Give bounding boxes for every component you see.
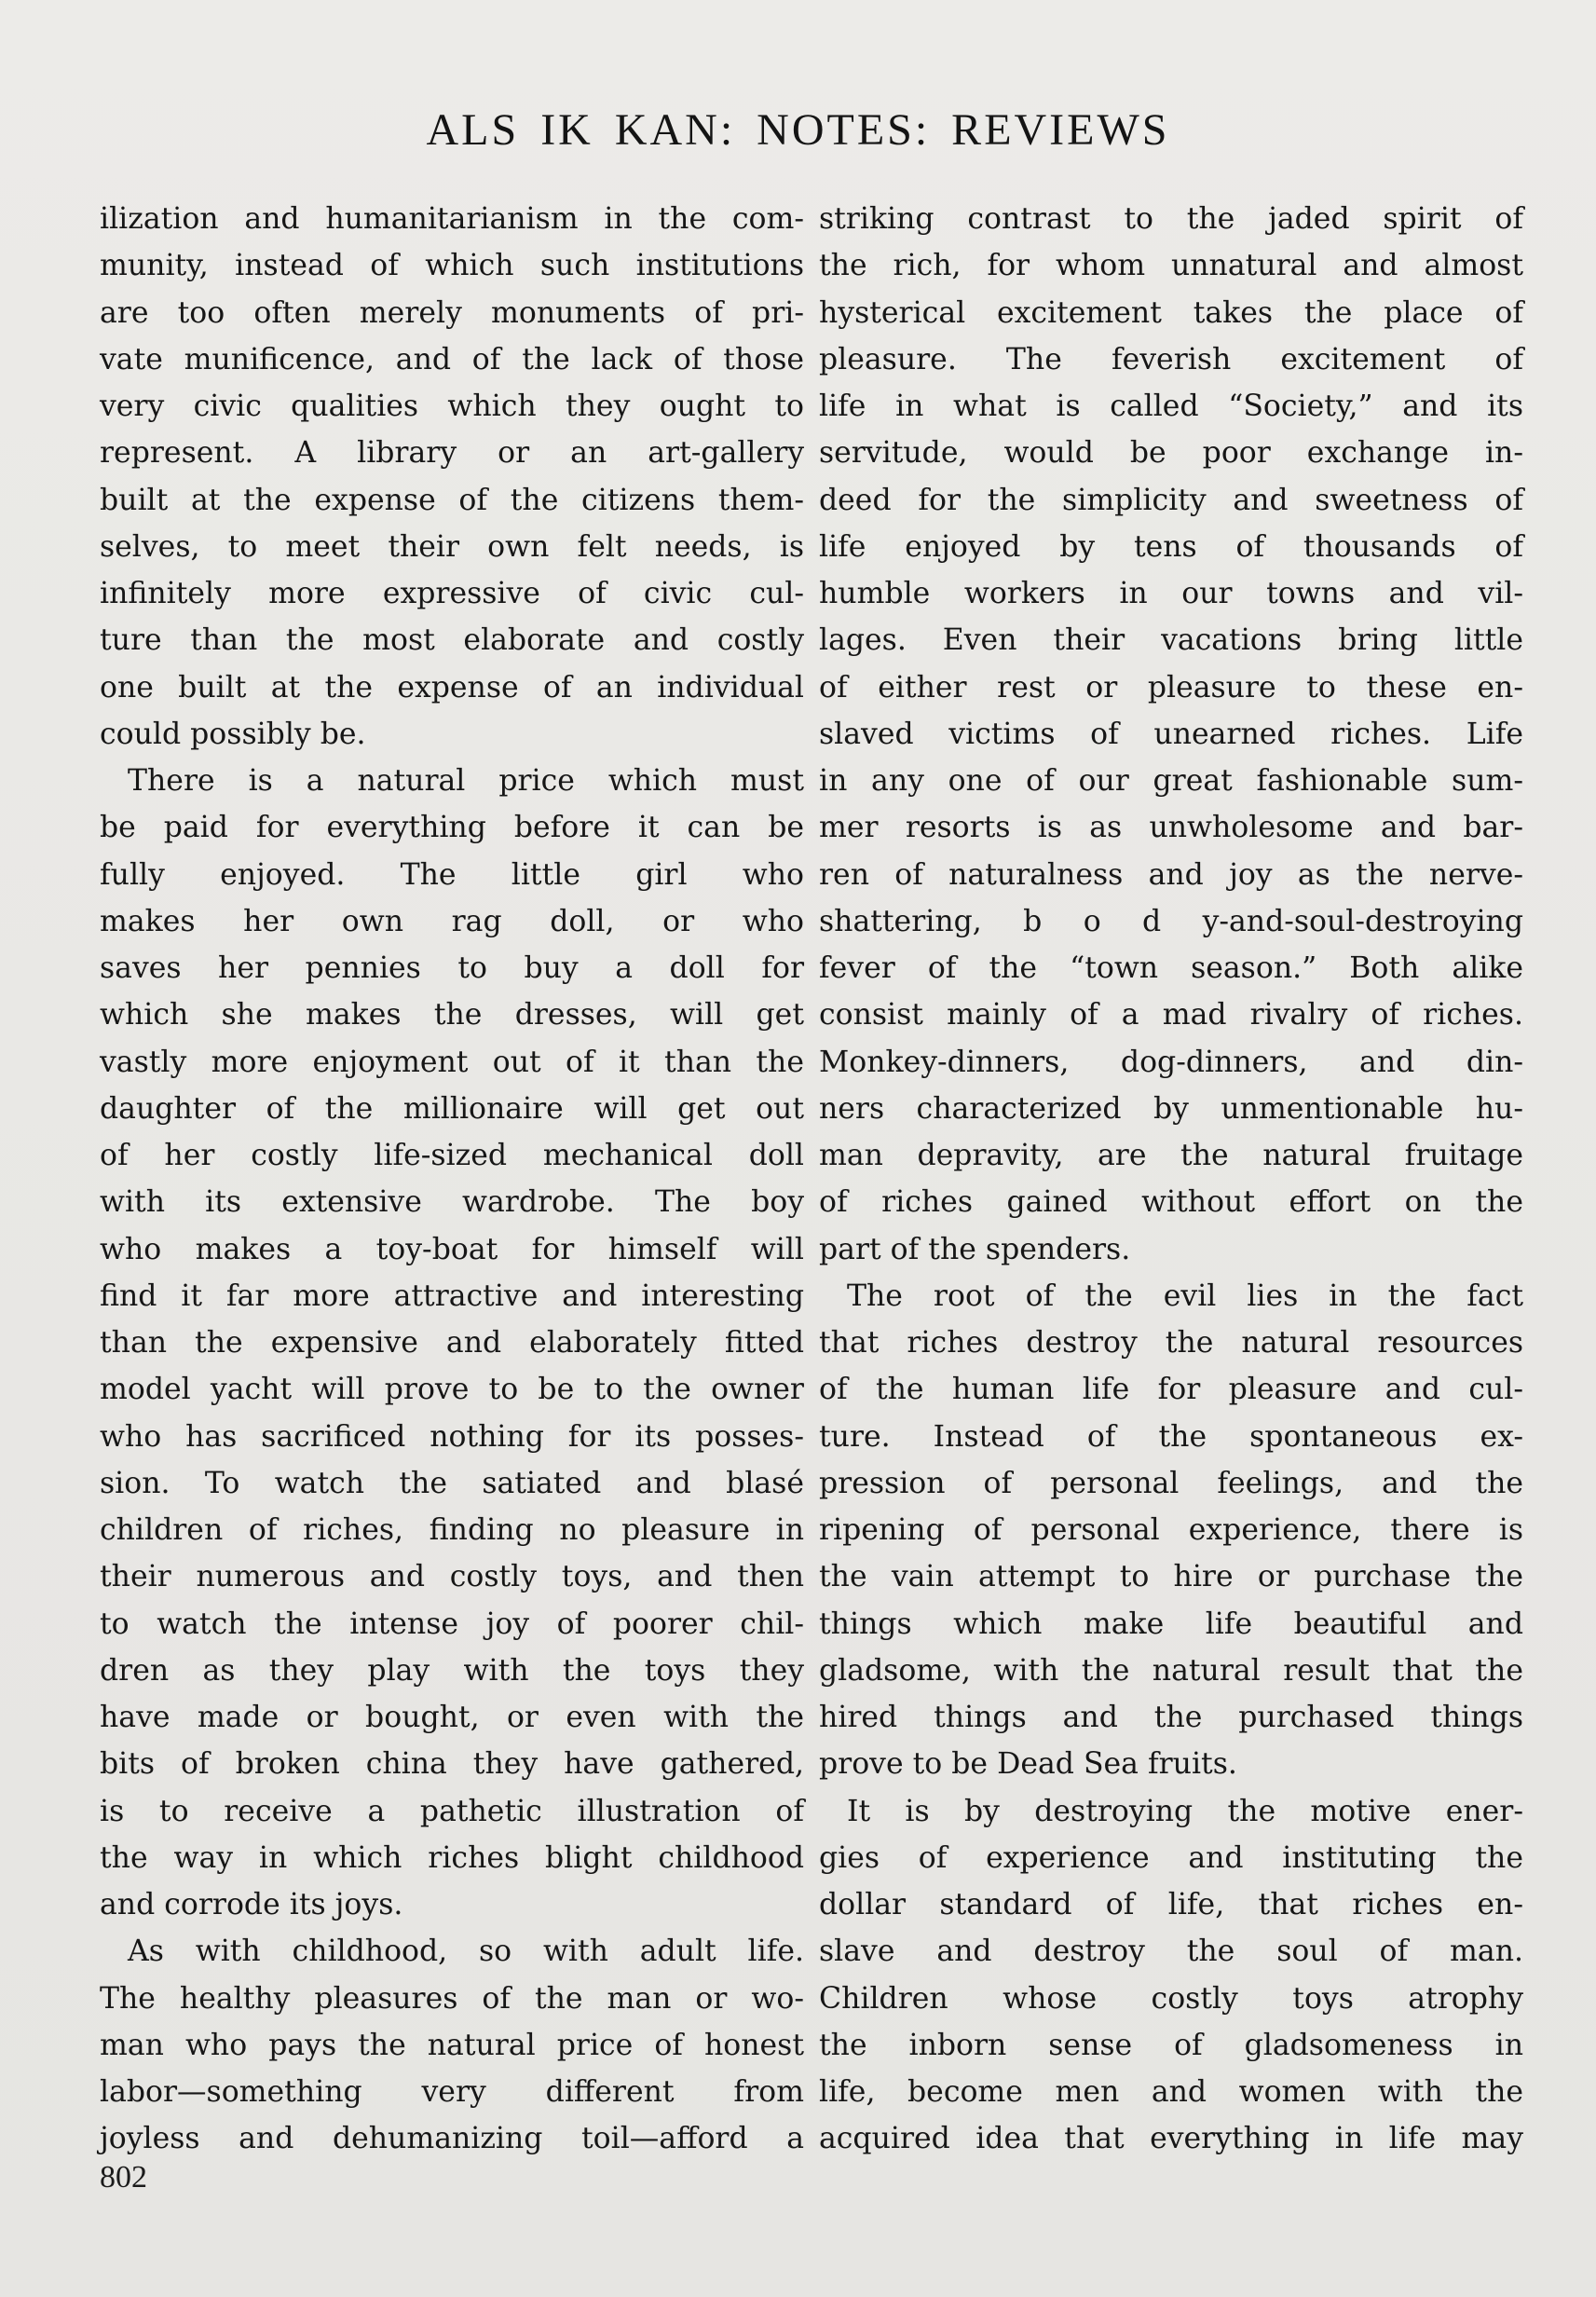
running-title: ALS IK KAN: NOTES: REVIEWS (426, 105, 1170, 155)
text-line: of either rest or pleasure to these en- (819, 670, 1523, 704)
text-line: are too often merely monuments of pri- (100, 295, 804, 330)
text-line: with its extensive wardrobe. The boy (100, 1185, 804, 1220)
text-line: Monkey-dinners, dog-dinners, and din- (819, 1045, 1523, 1079)
text-line: pression of personal feelings, and the (819, 1466, 1523, 1500)
text-line: deed for the simplicity and sweetness of (819, 483, 1523, 517)
text-line: who makes a toy-boat for himself will (100, 1232, 804, 1266)
text-line: of her costly life-sized mechanical doll (100, 1139, 804, 1172)
text-line: fully enjoyed. The little girl who (100, 857, 804, 892)
text-line: gladsome, with the natural result that the (819, 1653, 1523, 1688)
text-line: labor—something very different from (100, 2075, 804, 2109)
text-line: the way in which riches blight childhood (100, 1840, 804, 1875)
text-line: lages. Even their vacations bring little (819, 623, 1523, 658)
text-line: of riches gained without effort on the (819, 1185, 1523, 1220)
text-line: part of the spenders. (819, 1232, 1131, 1266)
text-line: very civic qualities which they ought to (100, 390, 804, 423)
text-line: represent. A library or an art-gallery (100, 436, 804, 471)
text-line: pleasure. The feverish excitement of (819, 342, 1523, 376)
text-line: dollar standard of life, that riches en- (819, 1888, 1523, 1921)
text-line: life, become men and women with the (819, 2075, 1523, 2109)
text-line: built at the expense of the citizens them- (100, 483, 804, 517)
text-line: life enjoyed by tens of thousands of (819, 529, 1523, 564)
left-text-column (100, 196, 804, 2163)
text-line: to watch the intense joy of poorer chil- (100, 1607, 804, 1641)
text-line: things which make life beautiful and (819, 1607, 1523, 1641)
text-line: life in what is called “Society,” and its (819, 390, 1523, 423)
text-line: acquired idea that everything in life may (819, 2122, 1523, 2156)
text-line: striking contrast to the jaded spirit of (819, 202, 1523, 236)
text-line: model yacht will prove to be to the owner (100, 1373, 804, 1407)
text-line: man depravity, are the natural fruitage (819, 1139, 1523, 1172)
text-line: joyless and dehumanizing toil—afford a (100, 2122, 804, 2156)
text-line: slave and destroy the soul of man. (819, 1935, 1523, 1969)
text-line: bits of broken china they have gathered, (100, 1747, 804, 1782)
text-line: be paid for everything before it can be (100, 811, 804, 845)
text-line: Children whose costly toys atrophy (819, 1981, 1523, 2016)
text-line: vastly more enjoyment out of it than the (100, 1045, 804, 1079)
text-line: daughter of the millionaire will get out (100, 1091, 804, 1126)
text-line: hired things and the purchased things (819, 1701, 1523, 1734)
text-line: ture. Instead of the spontaneous ex- (819, 1419, 1523, 1454)
text-line: shattering, b o d y-and-soul-destroying (819, 904, 1523, 938)
text-line: saves her pennies to buy a doll for (100, 951, 804, 985)
text-line: than the expensive and elaborately fitted (100, 1326, 804, 1360)
text-line: infinitely more expressive of civic cul- (100, 577, 804, 610)
text-line: children of riches, finding no pleasure in (100, 1513, 804, 1547)
text-line: could possibly be. (100, 717, 366, 751)
text-line: ture than the most elaborate and costly (100, 623, 804, 658)
text-line: have made or bought, or even with the (100, 1701, 804, 1734)
text-line: and corrode its joys. (100, 1888, 403, 1921)
text-line: man who pays the natural price of honest (100, 2028, 804, 2062)
text-line: vate munificence, and of the lack of those (100, 342, 804, 376)
text-line: The root of the evil lies in the fact (847, 1278, 1523, 1313)
text-line: the rich, for whom unnatural and almost (819, 249, 1523, 283)
right-text-column (819, 196, 1523, 2163)
text-line: that riches destroy the natural resources (819, 1326, 1523, 1360)
text-line: in any one of our great fashionable sum- (819, 764, 1523, 798)
text-line: makes her own rag doll, or who (100, 904, 804, 938)
text-line: ners characterized by unmentionable hu- (819, 1091, 1523, 1126)
text-line: dren as they play with the toys they (100, 1653, 804, 1688)
text-line: who has sacrificed nothing for its posses- (100, 1419, 804, 1454)
text-line: mer resorts is as unwholesome and bar- (819, 811, 1523, 845)
text-line: of the human life for pleasure and cul- (819, 1373, 1523, 1407)
text-line: ripening of personal experience, there is (819, 1513, 1523, 1547)
text-line: fever of the “town season.” Both alike (819, 951, 1523, 985)
text-line: hysterical excitement takes the place of (819, 295, 1523, 330)
text-line: The healthy pleasures of the man or wo- (100, 1981, 804, 2016)
text-line: humble workers in our towns and vil- (819, 577, 1523, 610)
text-line: sion. To watch the satiated and blasé (100, 1466, 804, 1500)
text-line: find it far more attractive and interesting (100, 1278, 804, 1313)
text-line: is to receive a pathetic illustration of (100, 1794, 804, 1828)
text-line: one built at the expense of an individual (100, 670, 804, 704)
text-line: ren of naturalness and joy as the nerve- (819, 857, 1523, 892)
text-line: which she makes the dresses, will get (100, 998, 804, 1032)
text-line: the inborn sense of gladsomeness in (819, 2028, 1523, 2062)
text-line: their numerous and costly toys, and then (100, 1560, 804, 1594)
text-line: prove to be Dead Sea fruits. (819, 1747, 1237, 1782)
text-line: As with childhood, so with adult life. (128, 1935, 804, 1969)
page-number: 802 (100, 2160, 147, 2194)
text-line: servitude, would be poor exchange in- (819, 436, 1523, 471)
text-line: It is by destroying the motive ener- (847, 1794, 1523, 1828)
text-line: selves, to meet their own felt needs, is (100, 529, 804, 564)
text-line: the vain attempt to hire or purchase the (819, 1560, 1523, 1594)
text-line: slaved victims of unearned riches. Life (819, 717, 1523, 751)
text-line: ilization and humanitarianism in the com- (100, 202, 804, 236)
text-line: gies of experience and instituting the (819, 1840, 1523, 1875)
text-line: There is a natural price which must (128, 764, 804, 798)
text-line: munity, instead of which such institutions (100, 249, 804, 283)
text-line: consist mainly of a mad rivalry of riches. (819, 998, 1523, 1032)
